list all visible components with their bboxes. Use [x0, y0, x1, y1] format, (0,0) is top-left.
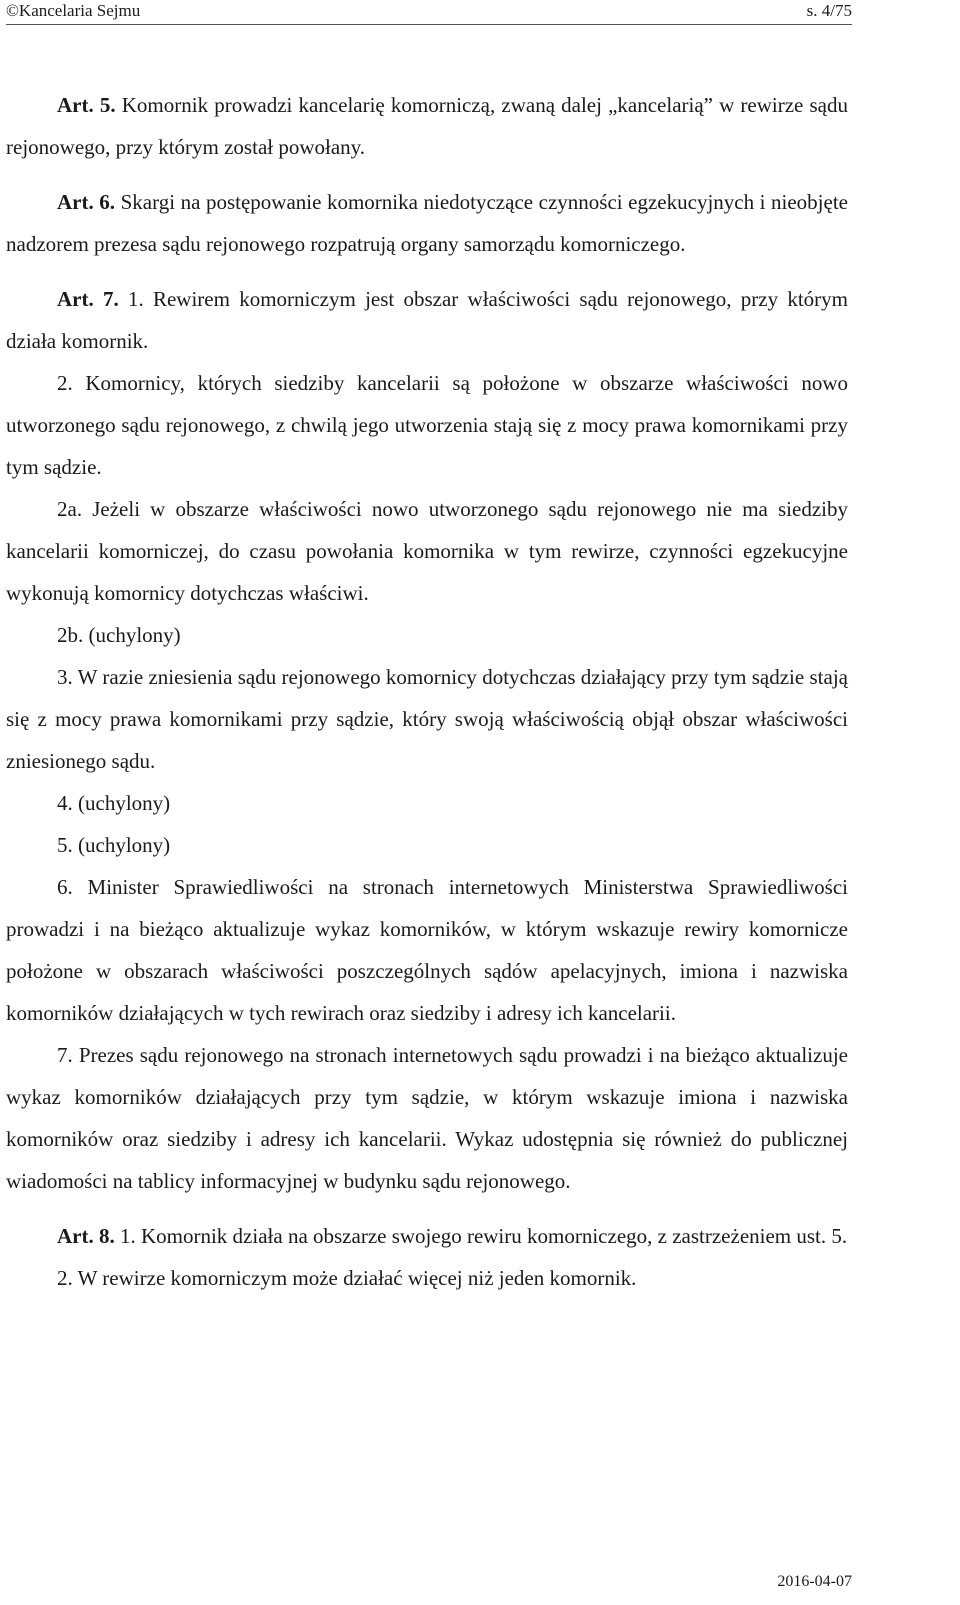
document-body	[6, 84, 848, 1299]
paragraph-text: Komornik prowadzi kancelarię komorniczą, zwaną dalej „kancelarią” w rewirze sądu rejonowego, przy którym został powołany.	[6, 93, 849, 159]
article-heading: Art. 7.	[57, 287, 119, 311]
paragraph-text: 5. (uchylony)	[57, 833, 171, 857]
page-header	[6, 0, 852, 22]
article-7-para-4	[6, 782, 848, 824]
article-5	[6, 84, 848, 168]
paragraph-text: 4. (uchylony)	[57, 791, 171, 815]
paragraph-text: 1. Komornik działa na obszarze swojego rewiru komorniczego, z zastrzeżeniem ust. 5.	[114, 1224, 848, 1248]
article-heading: Art. 5.	[57, 93, 116, 117]
header-divider	[6, 24, 852, 25]
paragraph-text: 2. W rewirze komorniczym może działać więcej niż jeden komornik.	[57, 1266, 637, 1290]
article-7-para-7	[6, 1034, 848, 1202]
paragraph-text: 1. Rewirem komorniczym jest obszar właściwości sądu rejonowego, przy którym działa komornik.	[6, 287, 848, 353]
paragraph-text: 6. Minister Sprawiedliwości na stronach internetowych Ministerstwa Sprawiedliwości prowadzi i na bieżąco aktualizuje wykaz komorników, w którym wskazuje rewiry komornicze położone w obszarach właściwości poszczególnych sądów apelacyjnych, imiona i nazwiska komorników działających w tych rewirach oraz siedziby i adresy ich kancelarii.	[6, 875, 848, 1025]
article-7-para-5	[6, 824, 848, 866]
document-date: 2016-04-07	[777, 1573, 852, 1590]
paragraph-text: 3. W razie zniesienia sądu rejonowego komornicy dotychczas działający przy tym sądzie stają się z mocy prawa komornikami przy sądzie, który swoją właściwością objął obszar właściwości zniesionego sądu.	[6, 665, 848, 773]
article-7-para-3	[6, 656, 848, 782]
article-7-para-2a	[6, 488, 848, 614]
paragraph-text: 2a. Jeżeli w obszarze właściwości nowo utworzonego sądu rejonowego nie ma siedziby kancelarii komorniczej, do czasu powołania komornika w tym rewirze, czynności egzekucyjne wykonują komornicy dotychczas właściwi.	[6, 497, 848, 605]
spacer	[6, 265, 848, 278]
paragraph-text: 7. Prezes sądu rejonowego na stronach internetowych sądu prowadzi i na bieżąco aktualizuje wykaz komorników działających przy tym sądzie, w którym wskazuje imiona i nazwiska komorników oraz siedziby i adresy ich kancelarii. Wykaz udostępnia się również do publicznej wiadomości na tablicy informacyjnej w budynku sądu rejonowego.	[6, 1043, 848, 1193]
article-heading: Art. 6.	[57, 190, 116, 214]
article-7-para-2b	[6, 614, 848, 656]
spacer	[6, 1202, 848, 1215]
article-6	[6, 181, 848, 265]
article-7-para-1	[6, 278, 848, 362]
paragraph-text: 2b. (uchylony)	[57, 623, 181, 647]
page-number: s. 4/75	[806, 1, 852, 20]
article-7-para-2	[6, 362, 848, 488]
paragraph-text: 2. Komornicy, których siedziby kancelarii są położone w obszarze właściwości nowo utworzonego sądu rejonowego, z chwilą jego utworzenia stają się z mocy prawa komornikami przy tym sądzie.	[6, 371, 848, 479]
article-8-para-2	[6, 1257, 848, 1299]
paragraph-text: Skargi na postępowanie komornika niedotyczące czynności egzekucyjnych i nieobjęte nadzorem prezesa sądu rejonowego rozpatrują organy samorządu komorniczego.	[6, 190, 848, 256]
article-8-para-1	[6, 1215, 848, 1257]
article-7-para-6	[6, 866, 848, 1034]
article-heading: Art. 8.	[57, 1224, 115, 1248]
spacer	[6, 168, 848, 181]
header-copyright: ©Kancelaria Sejmu	[6, 1, 141, 20]
